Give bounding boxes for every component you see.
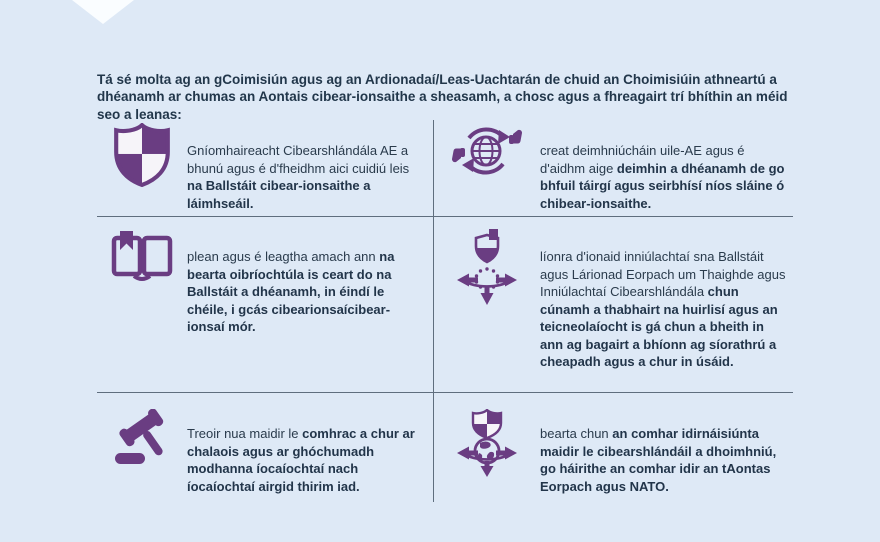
open-book-icon	[97, 217, 187, 392]
globe-shield-arrows-icon	[434, 393, 540, 502]
item-text-bold: na bearta oibríochtúla is ceart do na Ballstáit a dhéanamh, in éindí le chéile, i gcás cibearionsaícibear-ionsaí mór.	[187, 249, 395, 334]
item-text-bold: an comhar idirnáisiúnta maidir le cibearshlándáil a dhoimhniú, go háirithe an comhar idir an tAontas Eorpach agus NATO.	[540, 426, 777, 494]
grid-cell-agency	[97, 120, 433, 216]
item-text	[540, 230, 793, 379]
infographic-grid	[97, 120, 793, 502]
item-text-normal: líonra d'ionaid inniúlachtaí sna Ballstáit agus Lárionad Eorpach um Thaighde agus Inniúlachtaí Cibearshlándála	[540, 249, 786, 299]
item-text	[187, 406, 429, 494]
grid-cell-directive	[97, 392, 433, 502]
item-text-bold: deimhin a dhéanamh de go bhfuil táirgí agus seirbhísí níos sláine ó chibear-ionsaithe.	[540, 160, 785, 211]
top-chevron-decoration	[72, 0, 134, 24]
grid-cell-certification	[433, 120, 793, 216]
item-text	[540, 133, 793, 211]
item-text-bold: na Ballstáit cibear-ionsaithe a láimhseáil.	[187, 178, 371, 211]
grid-cell-competence-network	[433, 216, 793, 392]
item-text-bold: chun cúnamh a thabhairt na huirlisí agus an teicneolaíocht is gá chun a bheith in ann ag bagairt a bhíonn ag síorathrú a cheapadh agus a chur in úsáid.	[540, 284, 778, 369]
intro-paragraph: Tá sé molta ag an gCoimisiún agus ag an Ardionadaí/Leas-Uachtarán de chuid an Choimisiúin athneartú a dhéanamh ar chumas an Aontais cibear-ionsaithe a sheasamh, a chosc agus a fhreagairt trí bhíthin an méid seo a leanas:	[97, 71, 788, 122]
globe-certification-icon	[434, 120, 540, 216]
item-text-normal: Treoir nua maidir le	[187, 426, 303, 441]
item-text-bold: comhrac a chur ar chalaois agus ar ghóchumadh modhanna íocaíochtaí nach íocaíochtaí airgid thirim iad.	[187, 426, 415, 494]
item-text-normal: creat deimhniúcháin uile-AE agus é d'aidhm aige	[540, 143, 745, 176]
gavel-icon	[97, 393, 187, 502]
grid-cell-international-cooperation	[433, 392, 793, 502]
shield-quartered-icon	[97, 120, 187, 216]
item-text-normal: bearta chun	[540, 426, 613, 441]
item-text	[187, 230, 429, 379]
item-text	[187, 133, 429, 211]
shield-network-arrows-icon	[434, 217, 540, 392]
grid-cell-plan	[97, 216, 433, 392]
item-text	[540, 406, 793, 494]
item-text-normal: plean agus é leagtha amach ann	[187, 249, 380, 264]
item-text-normal: Gníomhaireacht Cibearshlándála AE a bhunú agus é d'fheidhm aici cuidiú leis	[187, 143, 410, 176]
